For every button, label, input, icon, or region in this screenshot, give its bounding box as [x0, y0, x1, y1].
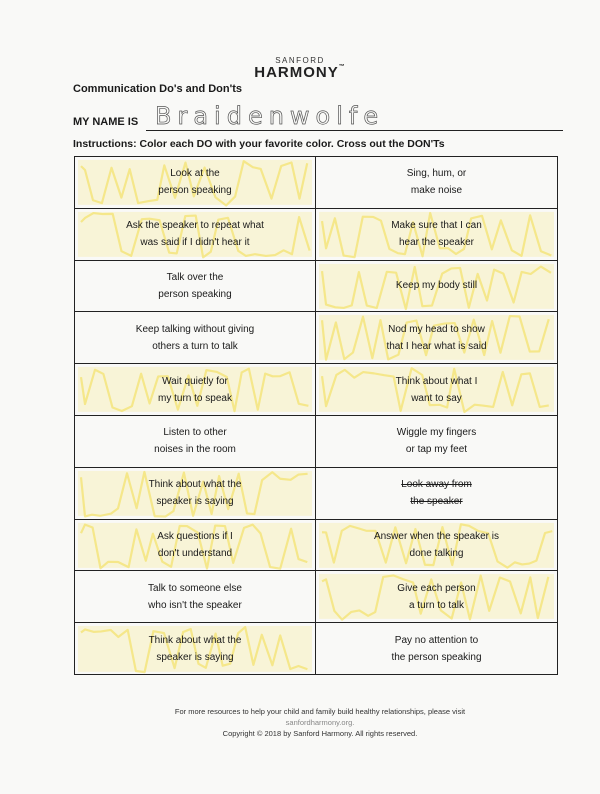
cell-text: Answer when the speaker is done talking	[373, 530, 500, 559]
instructions-text: Instructions: Color each DO with your favorite color. Cross out the DON'Ts	[73, 138, 445, 150]
activity-grid	[74, 156, 558, 675]
brand-main-text: HARMONY™	[254, 64, 346, 81]
cell-text: Listen to other noises in the room	[154, 427, 236, 456]
cell-text: Look at the person speaking	[158, 168, 232, 197]
cell-text: Make sure that I can hear the speaker	[391, 220, 482, 249]
grid-row	[75, 520, 557, 572]
grid-cell-left[interactable]	[75, 571, 316, 622]
grid-cell-right[interactable]	[316, 623, 557, 675]
grid-cell-left[interactable]	[75, 364, 316, 415]
cell-text: Wait quietly for my turn to speak	[158, 375, 232, 404]
cell-text: Sing, hum, or make noise	[406, 168, 467, 197]
brand-top-text: SANFORD	[275, 56, 325, 65]
cell-text: Keep talking without giving others a turn to talk	[135, 323, 255, 352]
cell-text: Ask questions if I don't understand	[157, 530, 233, 559]
grid-cell-right[interactable]	[316, 261, 557, 312]
grid-row	[75, 416, 557, 468]
grid-cell-left[interactable]	[75, 520, 316, 571]
cell-text: Talk to someone else who isn't the speaker	[148, 582, 242, 611]
grid-row	[75, 261, 557, 313]
brand-logo	[230, 56, 370, 81]
grid-cell-left[interactable]	[75, 209, 316, 260]
grid-row	[75, 312, 557, 364]
cell-text: Think about what the speaker is saying	[148, 479, 242, 508]
cell-text: Keep my body still	[395, 280, 478, 292]
grid-cell-right[interactable]	[316, 468, 557, 519]
footer-copyright: Copyright © 2018 by Sanford Harmony. All rights reserved.	[222, 729, 418, 738]
brand-name: HARMONY	[254, 64, 339, 81]
grid-cell-right[interactable]	[316, 157, 557, 208]
grid-row	[75, 571, 557, 623]
grid-cell-left[interactable]	[75, 157, 316, 208]
cell-text: Ask the speaker to repeat what was said if I didn't hear it	[126, 220, 264, 249]
cell-text: Give each person a turn to talk	[397, 582, 476, 611]
name-row	[73, 102, 563, 134]
cell-text: Talk over the person speaking	[158, 271, 232, 300]
grid-cell-right[interactable]	[316, 312, 557, 363]
grid-cell-right[interactable]	[316, 364, 557, 415]
cell-text: Pay no attention to the person speaking	[391, 635, 482, 664]
grid-row	[75, 209, 557, 261]
grid-cell-right[interactable]	[316, 416, 557, 467]
grid-cell-right[interactable]	[316, 209, 557, 260]
cell-text: Think about what the speaker is saying	[148, 635, 242, 664]
handwritten-name[interactable]: Braidenwolfe	[155, 102, 385, 130]
grid-cell-left[interactable]	[75, 468, 316, 519]
footer-link[interactable]: sanfordharmony.org.	[285, 718, 355, 727]
footer	[100, 706, 540, 739]
grid-row	[75, 157, 557, 209]
grid-cell-left[interactable]	[75, 261, 316, 312]
grid-row	[75, 364, 557, 416]
cell-text: Look away from the speaker	[401, 479, 472, 508]
grid-cell-left[interactable]	[75, 416, 316, 467]
cell-text: Wiggle my fingers or tap my feet	[396, 427, 477, 456]
cell-text: Think about what I want to say	[395, 375, 478, 404]
grid-row	[75, 623, 557, 675]
grid-cell-left[interactable]	[75, 312, 316, 363]
grid-cell-left[interactable]	[75, 623, 316, 675]
worksheet-title: Communication Do's and Don'ts	[73, 83, 243, 95]
grid-row	[75, 468, 557, 520]
name-underline	[146, 130, 563, 131]
grid-cell-right[interactable]	[316, 571, 557, 622]
footer-resources-text: For more resources to help your child and family build healthy relationships, please visit	[174, 707, 466, 716]
grid-cell-right[interactable]	[316, 520, 557, 571]
name-label: MY NAME IS	[73, 116, 139, 128]
cell-text: Nod my head to show that I hear what is said	[386, 323, 487, 352]
